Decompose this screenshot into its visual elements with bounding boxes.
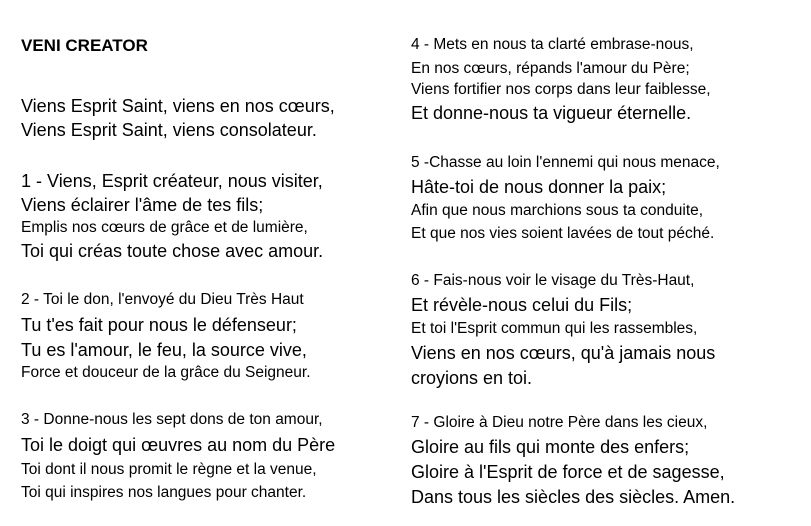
- verse-1-line-3: Emplis nos cœurs de grâce et de lumière,: [21, 219, 308, 236]
- verse-3-line-1: 3 - Donne-nous les sept dons de ton amour,: [21, 411, 323, 428]
- verse-1-line-2: Viens éclairer l'âme de tes fils;: [21, 195, 264, 215]
- verse-4-line-1: 4 - Mets en nous ta clarté embrase-nous,: [411, 36, 694, 53]
- verse-7-line-4: Dans tous les siècles des siècles. Amen.: [411, 487, 736, 507]
- verse-7-line-1: 7 - Gloire à Dieu notre Père dans les cieux,: [411, 414, 708, 431]
- verse-6-line-3: Et toi l'Esprit commun qui les rassembles,: [411, 320, 698, 337]
- refrain-line: Viens Esprit Saint, viens consolateur.: [21, 120, 317, 140]
- verse-4-line-4: Et donne-nous ta vigueur éternelle.: [411, 103, 692, 123]
- verse-6-line-5: croyions en toi.: [411, 368, 533, 388]
- verse-6-line-4: Viens en nos cœurs, qu'à jamais nous: [411, 343, 716, 363]
- refrain-line: Viens Esprit Saint, viens en nos cœurs,: [21, 96, 335, 116]
- verse-2-line-3: Tu es l'amour, le feu, la source vive,: [21, 340, 307, 360]
- verse-6-line-1: 6 - Fais-nous voir le visage du Très-Haut,: [411, 272, 695, 289]
- verse-6-line-2: Et révèle-nous celui du Fils;: [411, 295, 633, 315]
- verse-2-line-4: Force et douceur de la grâce du Seigneur.: [21, 364, 311, 381]
- verse-7-line-3: Gloire à l'Esprit de force et de sagesse,: [411, 462, 725, 482]
- verse-3-line-4: Toi qui inspires nos langues pour chanter.: [21, 484, 307, 501]
- verse-2-line-1: 2 - Toi le don, l'envoyé du Dieu Très Haut: [21, 291, 304, 308]
- verse-5-line-2: Hâte-toi de nous donner la paix;: [411, 177, 667, 197]
- verse-1-line-4: Toi qui créas toute chose avec amour.: [21, 241, 324, 261]
- verse-4-line-2: En nos cœurs, répands l'amour du Père;: [411, 60, 690, 77]
- verse-3-line-3: Toi dont il nous promit le règne et la venue,: [21, 461, 317, 478]
- verse-5-line-4: Et que nos vies soient lavées de tout péché.: [411, 225, 715, 242]
- verse-5-line-3: Afin que nous marchions sous ta conduite,: [411, 202, 704, 219]
- hymn-title: VENI CREATOR: [21, 36, 148, 55]
- verse-5-line-1: 5 -Chasse au loin l'ennemi qui nous menace,: [411, 154, 720, 171]
- verse-1-line-1: 1 - Viens, Esprit créateur, nous visiter,: [21, 171, 323, 191]
- verse-4-line-3: Viens fortifier nos corps dans leur faiblesse,: [411, 81, 711, 98]
- verse-3-line-2: Toi le doigt qui œuvres au nom du Père: [21, 435, 336, 455]
- verse-2-line-2: Tu t'es fait pour nous le défenseur;: [21, 315, 297, 335]
- verse-7-line-2: Gloire au fils qui monte des enfers;: [411, 437, 690, 457]
